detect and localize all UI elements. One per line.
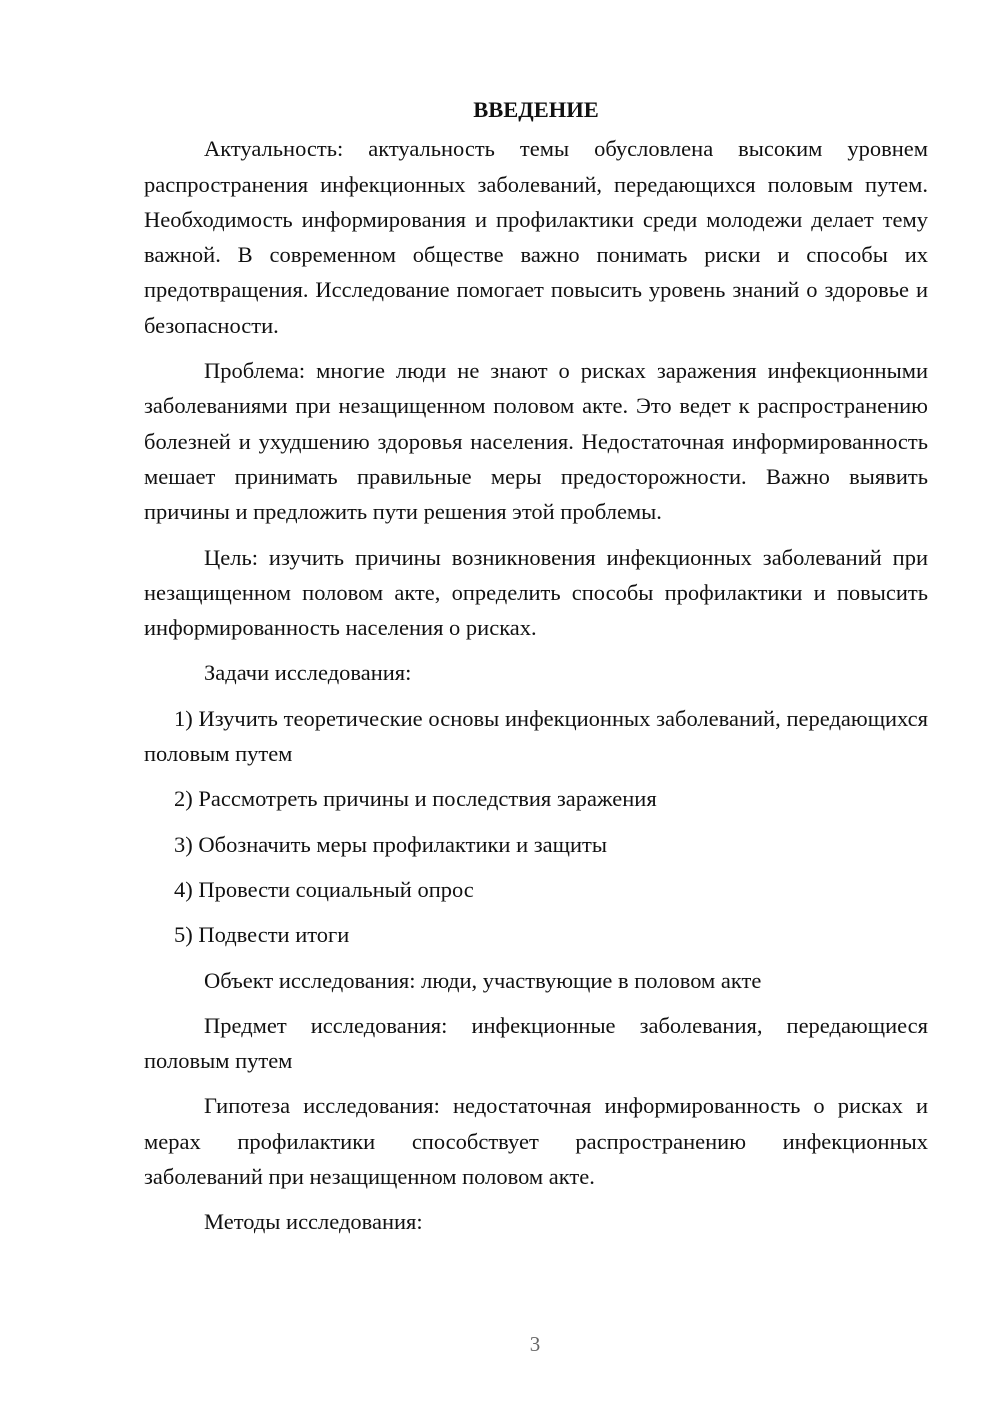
page-number: 3 [529, 1332, 541, 1356]
paragraph-relevance: Актуальность: актуальность темы обусловлена высоким уровнем распространения инфекционных заболеваний, передающихся половым путем. Необходимость информирования и профилактики среди молодежи делает тему важной. В современном обществе важно понимать риски и способы их предотвращения. Исследование помогает повысить уровень знаний о здоровье и безопасности. [144, 136, 928, 338]
tasks-heading: Задачи исследования: [204, 660, 412, 686]
task-item-2: 2) Рассмотреть причины и последствия заражения [174, 786, 657, 812]
methods-heading: Методы исследования: [204, 1209, 423, 1235]
research-hypothesis: Гипотеза исследования: недостаточная информированность о рисках и мерах профилактики способствует распространению инфекционных заболеваний при незащищенном половом акте. [144, 1093, 928, 1190]
task-item-3: 3) Обозначить меры профилактики и защиты [174, 831, 607, 857]
section-title: ВВЕДЕНИЕ [473, 97, 599, 122]
page-content [144, 92, 928, 1250]
task-item-5: 5) Подвести итоги [174, 922, 350, 948]
task-item-4: 4) Провести социальный опрос [174, 876, 474, 902]
research-subject: Предмет исследования: инфекционные заболевания, передающиеся половым путем [144, 1012, 928, 1074]
paragraph-goal: Цель: изучить причины возникновения инфекционных заболеваний при незащищенном половом акте, определить способы профилактики и повысить информированность населения о рисках. [144, 544, 928, 641]
task-item-1: 1) Изучить теоретические основы инфекционных заболеваний, передающихся половым путем [144, 705, 928, 767]
paragraph-problem: Проблема: многие люди не знают о рисках заражения инфекционными заболеваниями при незащищенном половом акте. Это ведет к распространению болезней и ухудшению здоровья населения. Недостаточная информированность мешает принимать правильные меры предосторожности. Важно выявить причины и предложить пути решения этой проблемы. [144, 358, 928, 525]
research-object: Объект исследования: люди, участвующие в половом акте [204, 967, 762, 993]
